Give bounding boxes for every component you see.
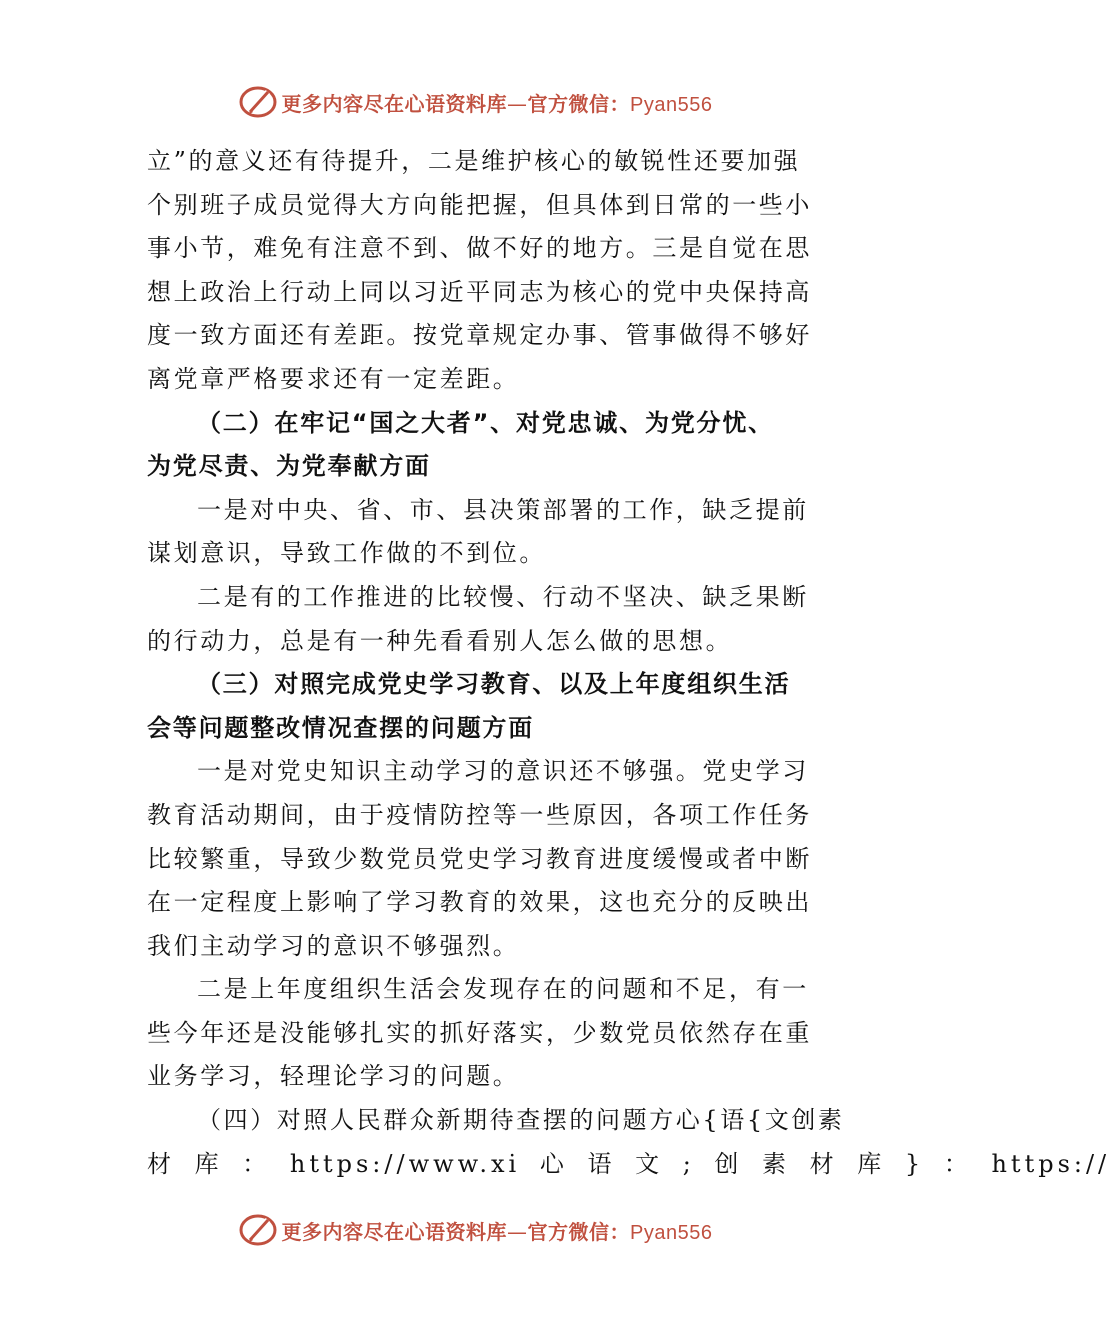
header-banner [0, 80, 950, 124]
paragraph-line: 材 库 ： https://www.xi 心 语 文 ; 创 素 材 库 } ： https:// [147, 1149, 1110, 1178]
section-heading-line: （三）对照完成党史学习教育、以及上年度组织生活 [197, 670, 791, 699]
paragraph-line: 事小节，难免有注意不到、做不好的地方。三是自觉在思 [147, 234, 812, 263]
paragraph-line: （四）对照人民群众新期待查摆的问题方心{语{文创素 [197, 1106, 845, 1135]
paragraph-line: 的行动力，总是有一种先看看别人怎么做的思想。 [147, 626, 733, 655]
banner-text [282, 88, 713, 117]
paragraph-line: 离党章严格要求还有一定差距。 [147, 364, 520, 393]
banner-official-label: 官方微信： [527, 1219, 631, 1244]
banner-title: 更多内容尽在心语资料库 [281, 91, 508, 116]
paragraph-line: 些今年还是没能够扎实的抓好落实，少数党员依然存在重 [147, 1018, 812, 1047]
footer-banner [0, 1208, 950, 1252]
paragraph-line: 度一致方面还有差距。按党章规定办事、管事做得不够好 [147, 321, 812, 350]
paragraph-line: 个别班子成员觉得大方向能把握，但具体到日常的一些小 [147, 190, 812, 219]
section-heading-line: （二）在牢记“国之大者”、对党忠诚、为党分忧、 [197, 408, 774, 437]
paragraph-line: 二是上年度组织生活会发现存在的问题和不足，有一 [197, 975, 809, 1004]
banner-title: 更多内容尽在心语资料库 [281, 1219, 508, 1244]
paragraph-line: 在一定程度上影响了学习教育的效果，这也充分的反映出 [147, 888, 812, 917]
banner-separator: — [507, 91, 528, 116]
paragraph-line: 立”的意义还有待提升，二是维护核心的敏锐性还要加强 [147, 147, 801, 175]
section-heading-line: 为党尽责、为党奉献方面 [147, 452, 431, 481]
banner-wechat-id: Pyan556 [630, 1221, 713, 1244]
section-heading-line: 会等问题整改情况查摆的问题方面 [147, 713, 534, 742]
paragraph-line: 二是有的工作推进的比较慢、行动不坚决、缺乏果断 [197, 582, 809, 611]
banner-separator: — [507, 1219, 528, 1244]
banner-text [282, 1216, 713, 1245]
banner-official-label: 官方微信： [527, 91, 631, 116]
paragraph-line: 我们主动学习的意识不够强烈。 [147, 931, 520, 960]
pen-logo-icon [238, 82, 278, 122]
paragraph-line: 业务学习，轻理论学习的问题。 [147, 1062, 520, 1091]
pen-logo-icon [238, 1210, 278, 1250]
paragraph-line: 教育活动期间，由于疫情防控等一些原因，各项工作任务 [147, 800, 812, 829]
banner-wechat-id: Pyan556 [630, 93, 713, 116]
paragraph-line: 一是对党史知识主动学习的意识还不够强。党史学习 [197, 757, 809, 786]
document-body [147, 140, 1110, 1186]
paragraph-line: 一是对中央、省、市、县决策部署的工作，缺乏提前 [197, 495, 809, 524]
paragraph-line: 比较繁重，导致少数党员党史学习教育进度缓慢或者中断 [147, 844, 812, 873]
paragraph-line: 谋划意识，导致工作做的不到位。 [147, 539, 546, 568]
paragraph-line: 想上政治上行动上同以习近平同志为核心的党中央保持高 [147, 277, 812, 306]
